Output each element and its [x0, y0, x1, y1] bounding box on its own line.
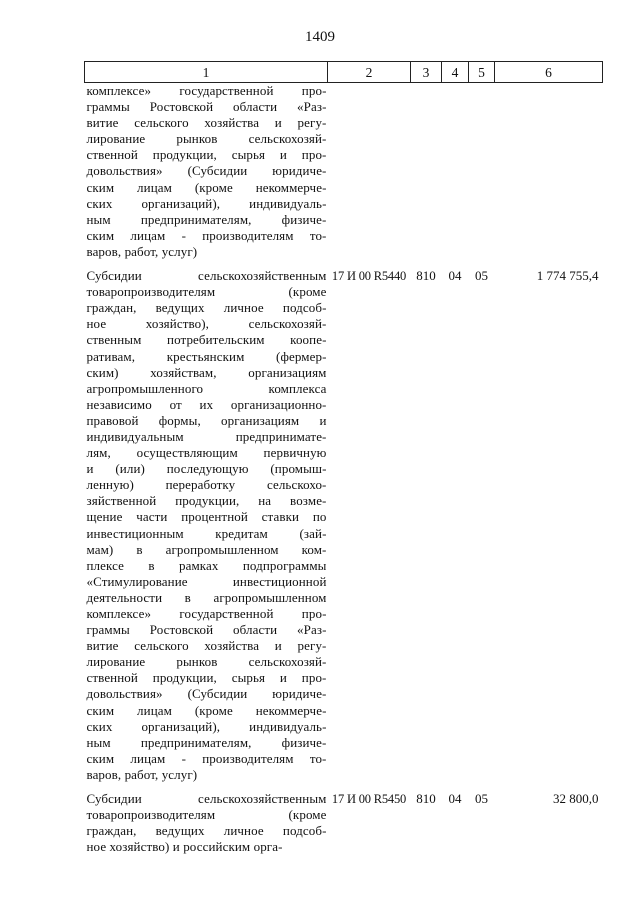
row-spacer-cell: [85, 260, 603, 268]
description-line: витие сельского хозяйства и регу-: [86, 115, 327, 131]
description-line: мам) в агропромышленном ком-: [86, 541, 327, 557]
description-line: инвестиционным кредитам (зай-: [86, 525, 327, 541]
description-line: комплексе» государственной про-: [86, 83, 327, 98]
description-line: ное хозяйство), сельскохозяй-: [86, 316, 327, 332]
description-line: лям, осуществляющим первичную: [86, 445, 327, 461]
description-line: варов, работ, услуг): [86, 766, 198, 782]
description-line: ским лицам - производителям то-: [86, 227, 327, 243]
row-amount: 32 800,0: [553, 791, 599, 807]
description-line: ративам, крестьянским (фермер-: [86, 348, 327, 364]
description-line: агропромышленного комплекса: [86, 380, 327, 396]
row-spacer-cell: [85, 783, 603, 791]
table-row: [85, 791, 603, 855]
row-section: 04: [448, 268, 462, 284]
column-header-code: 2: [328, 62, 411, 83]
description-line: витие сельского хозяйства и регу-: [86, 638, 327, 654]
description-line: товаропроизводителям (кроме: [86, 807, 327, 823]
description-line: ственной продукции, сырья и про-: [86, 670, 327, 686]
row-amount: [495, 83, 603, 261]
table-row: [85, 268, 603, 783]
description-line: ским) хозяйствам, организациям: [86, 364, 327, 380]
page-number: 1409: [305, 29, 335, 45]
description-line: довольствия» (Субсидии юридиче-: [86, 163, 327, 179]
description-line: деятельности в агропромышленном: [86, 589, 327, 605]
column-header-expense-type: 3: [411, 62, 442, 83]
column-header-amount: 6: [495, 62, 603, 83]
description-line: варов, работ, услуг): [86, 243, 198, 259]
description-line: ским лицам (кроме некоммерче-: [86, 179, 327, 195]
description-line: ским лицам (кроме некоммерче-: [86, 702, 327, 718]
table-body: [85, 83, 603, 856]
description-line: ным предпринимателям, физиче-: [86, 734, 327, 750]
description-line: «Стимулирование инвестиционной: [86, 573, 327, 589]
row-target-code: 17 И 00 R5450: [331, 792, 407, 807]
description-line: граждан, ведущих личное подсоб-: [86, 300, 327, 316]
row-spacer: [85, 260, 603, 268]
description-line: правовой формы, организациям и: [86, 412, 327, 428]
description-line: ским лицам - производителям то-: [86, 750, 327, 766]
column-header-name: 1: [85, 62, 328, 83]
row-section: [442, 83, 469, 261]
description-line: Субсидии сельскохозяйственным: [86, 268, 327, 284]
row-description: [85, 268, 328, 783]
budget-table: [84, 61, 603, 855]
description-line: ственной продукции, сырья и про-: [86, 147, 327, 163]
description-line: индивидуальным предпринимате-: [86, 428, 327, 444]
column-header-section: 4: [442, 62, 469, 83]
description-line: ских организаций), индивидуаль-: [86, 195, 327, 211]
row-target-code: [328, 83, 411, 261]
description-line: независимо от их организационно-: [86, 396, 327, 412]
description-line: лирование рынков сельскохозяй-: [86, 654, 327, 670]
description-line: довольствия» (Субсидии юридиче-: [86, 686, 327, 702]
description-line: лирование рынков сельскохозяй-: [86, 131, 327, 147]
row-description: [85, 791, 328, 855]
description-line: ное хозяйство) и российским орга-: [86, 839, 283, 855]
description-line: товаропроизводителям (кроме: [86, 284, 327, 300]
row-section: 04: [448, 791, 462, 807]
row-subsection: 05: [475, 268, 488, 284]
row-expense-type: 810: [416, 791, 436, 807]
description-line: ным предпринимателям, физиче-: [86, 211, 327, 227]
row-description: [85, 83, 328, 261]
description-line: плексе в рамках подпрограммы: [86, 557, 327, 573]
column-header-subsection: 5: [469, 62, 495, 83]
table-row: [85, 83, 603, 261]
description-line: граммы Ростовской области «Раз-: [86, 622, 327, 638]
description-line: граждан, ведущих личное подсоб-: [86, 823, 327, 839]
description-line: ственным потребительским коопе-: [86, 332, 327, 348]
row-spacer: [85, 783, 603, 791]
description-line: Субсидии сельскохозяйственным: [86, 791, 327, 807]
description-line: ленную) переработку сельскохо-: [86, 477, 327, 493]
description-line: комплексе» государственной про-: [86, 606, 327, 621]
row-target-code: 17 И 00 R5440: [331, 269, 407, 284]
description-line: граммы Ростовской области «Раз-: [86, 99, 327, 115]
row-expense-type: 810: [416, 268, 436, 284]
row-subsection: 05: [475, 791, 488, 807]
row-expense-type: [411, 83, 442, 261]
description-line: и (или) последующую (промыш-: [86, 461, 327, 477]
description-line: зяйственной продукции, на возме-: [86, 493, 327, 509]
row-amount: 1 774 755,4: [536, 268, 599, 284]
description-line: ских организаций), индивидуаль-: [86, 718, 327, 734]
row-subsection: [469, 83, 495, 261]
table-header-row: [85, 62, 603, 83]
description-line: щение части процентной ставки по: [86, 509, 327, 525]
